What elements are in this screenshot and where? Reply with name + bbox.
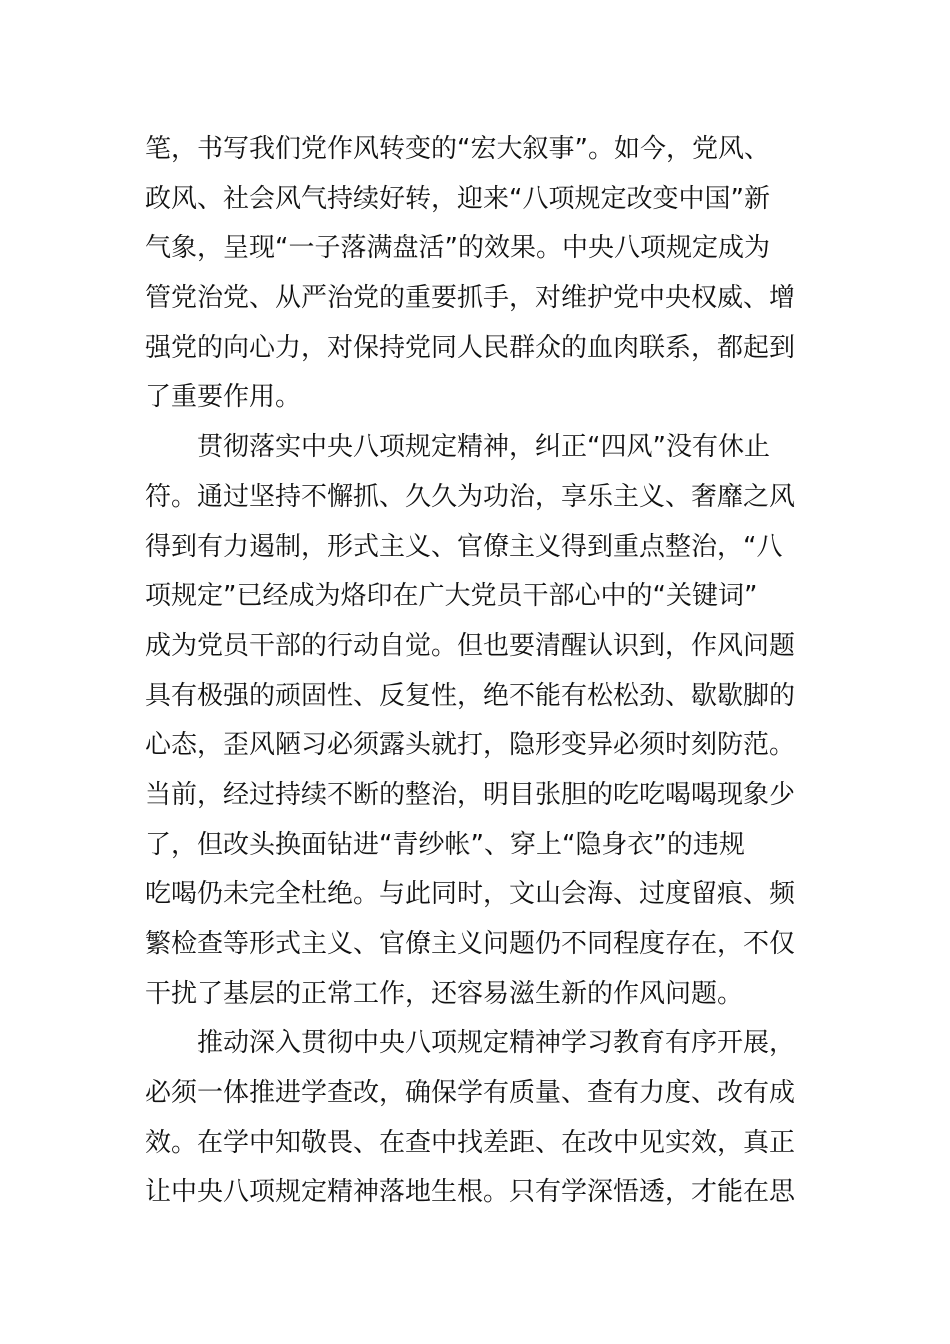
text-line: 成为党员干部的行动自觉。但也要清醒认识到，作风问题: [145, 630, 796, 661]
text-line: 具有极强的顽固性、反复性，绝不能有松松劲、歇歇脚的: [145, 680, 796, 711]
text-line: 笔，书写我们党作风转变的“宏大叙事”。如今，党风、: [145, 134, 770, 164]
text-line: 繁检查等形式主义、官僚主义问题仍不同程度存在，不仅: [145, 929, 796, 959]
text-line: 项规定”已经成为烙印在广大党员干部心中的“关键词”: [145, 581, 758, 612]
text-line: 政风、社会风气持续好转，迎来“八项规定改变中国”新: [145, 183, 770, 214]
text-line: 让中央八项规定精神落地生根。只有学深悟透，才能在思: [145, 1177, 796, 1208]
paragraph-start-line: 贯彻落实中央八项规定精神，纠正“四风”没有休止: [197, 432, 770, 463]
text-line: 管党治党、从严治党的重要抓手，对维护党中央权威、增: [145, 283, 796, 314]
text-line: 了重要作用。: [145, 382, 302, 413]
text-line: 气象，呈现“一子落满盘活”的效果。中央八项规定成为: [145, 233, 770, 264]
text-line: 心态，歪风陋习必须露头就打，隐形变异必须时刻防范。: [145, 730, 796, 761]
text-line: 了，但改头换面钻进“青纱帐”、穿上“隐身衣”的违规: [145, 829, 745, 860]
text-line: 强党的向心力，对保持党同人民群众的血肉联系，都起到: [145, 332, 796, 363]
text-line: 干扰了基层的正常工作，还容易滋生新的作风问题。: [145, 978, 744, 1009]
paragraph-start-line: 推动深入贯彻中央八项规定精神学习教育有序开展，: [197, 1028, 796, 1059]
text-line: 得到有力遏制，形式主义、官僚主义得到重点整治，“八: [145, 531, 783, 562]
body-text: [145, 125, 810, 1218]
text-line: 效。在学中知敬畏、在查中找差距、在改中见实效，真正: [145, 1127, 796, 1158]
text-line: 符。通过坚持不懈抓、久久为功治，享乐主义、奢靡之风: [145, 481, 796, 512]
text-line: 当前，经过持续不断的整治，明目张胆的吃吃喝喝现象少: [145, 779, 796, 810]
text-line: 必须一体推进学查改，确保学有质量、查有力度、改有成: [145, 1078, 796, 1109]
text-line: 吃喝仍未完全杜绝。与此同时，文山会海、过度留痕、频: [145, 879, 796, 910]
